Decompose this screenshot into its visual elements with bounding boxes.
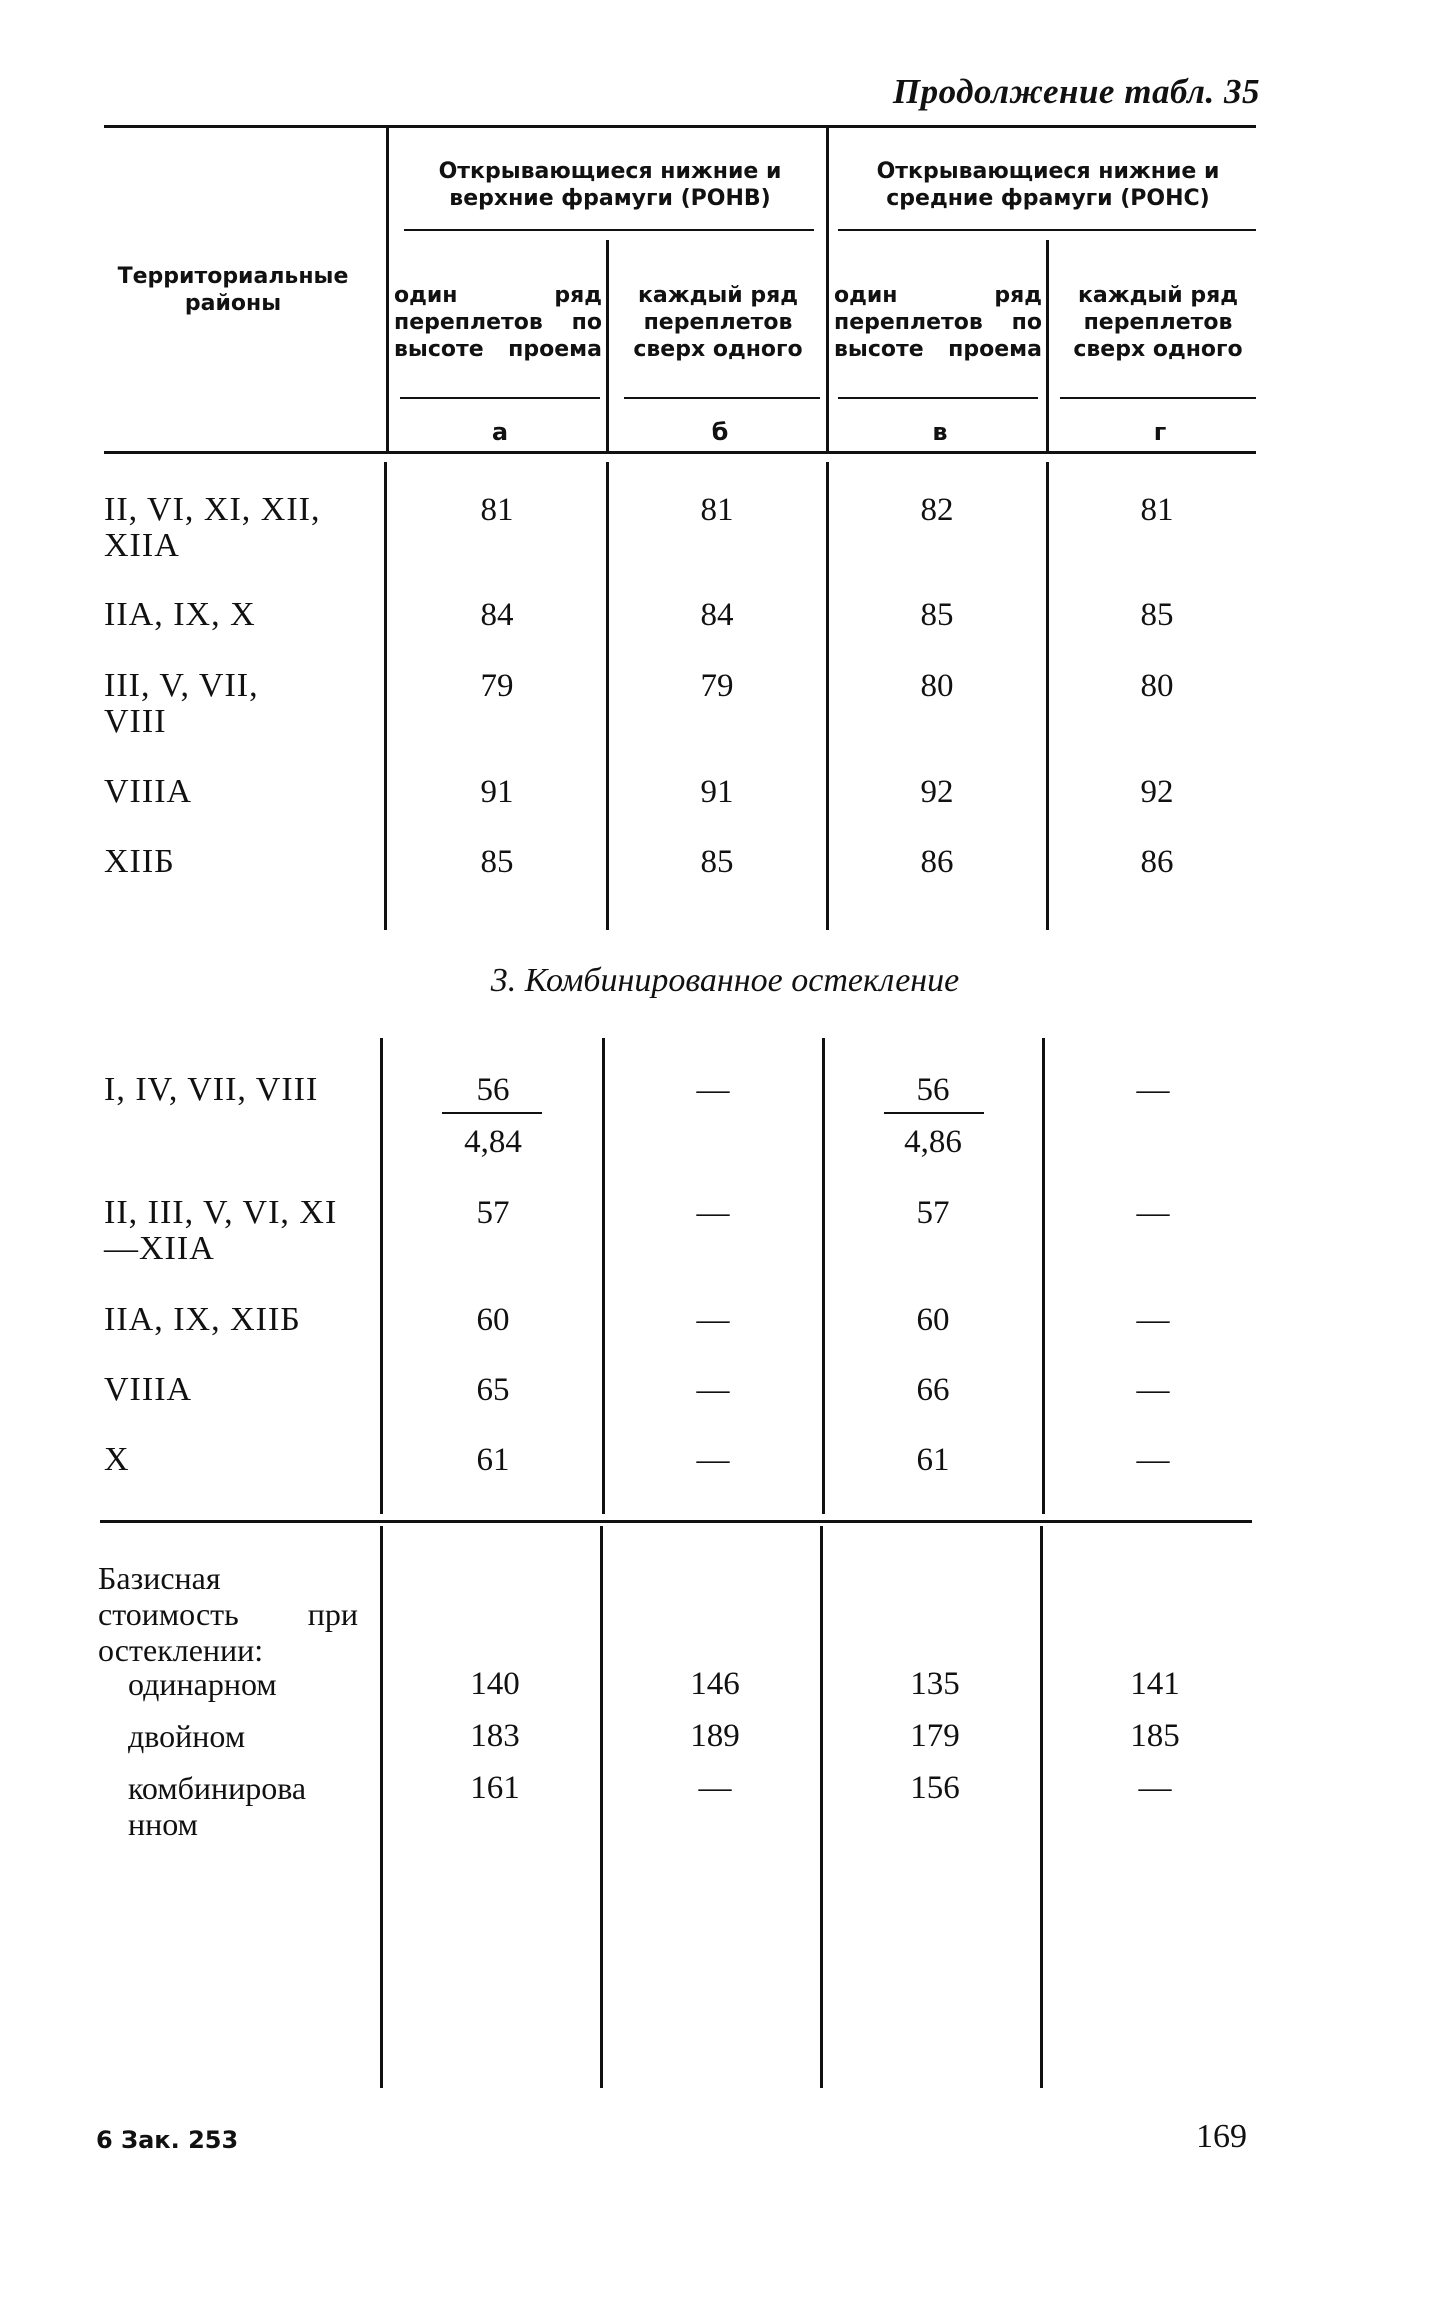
s1-row-4-b: 91 <box>700 774 734 810</box>
s1-row-3-b: 79 <box>700 668 734 704</box>
col-letter-b: б <box>711 418 729 446</box>
base-cost-label: Базисная стоимость при остеклении: <box>98 1560 358 1668</box>
base-row-1-label: одинарном <box>128 1666 277 1702</box>
s1-row-4-d: 92 <box>1140 774 1174 810</box>
s2-row-2-d: — <box>1136 1195 1170 1231</box>
s1-vline-4 <box>1046 462 1049 930</box>
s2-row-5-d: — <box>1136 1442 1170 1478</box>
header-group-ronv: Открывающиеся нижние и верхние фрамуги (РОНВ) <box>438 159 782 211</box>
s1-row-5-region: XIIБ <box>104 843 175 880</box>
s2-vline-3 <box>822 1038 825 1514</box>
group-rons-rule <box>838 229 1256 231</box>
s1-vline-1 <box>384 462 387 930</box>
s1-row-1-b: 81 <box>700 492 734 528</box>
header-sub-c: один ряд переплетов по высоте проема <box>834 283 1042 362</box>
s2-row-1-c-denominator: 4,86 <box>904 1124 962 1160</box>
s1-row-3-c: 80 <box>920 668 954 704</box>
footer-order-number: 6 Зак. 253 <box>96 2126 239 2154</box>
header-group-rons: Открывающиеся нижние и средние фрамуги (РОНС) <box>876 159 1220 211</box>
section-title: 3. Комбинированное остекление <box>490 962 960 999</box>
s1-row-1-d: 81 <box>1140 492 1174 528</box>
header-sub-d: каждый ряд переплетов сверх одного <box>1073 283 1243 362</box>
col-letter-c: в <box>932 418 948 446</box>
header-sub-b: каждый ряд переплетов сверх одного <box>633 283 803 362</box>
sub-rule-a <box>400 397 600 399</box>
s1-row-2-region: IIА, IX, X <box>104 596 256 633</box>
base-row-2-d: 185 <box>1130 1718 1180 1754</box>
s1-row-5-b: 85 <box>700 844 734 880</box>
s2-vline-1 <box>380 1038 383 1514</box>
s1-vline-3 <box>826 462 829 930</box>
base-row-1-c: 135 <box>910 1666 960 1702</box>
sub-rule-d <box>1060 397 1256 399</box>
s3-vline-4 <box>1040 1526 1043 2088</box>
s2-row-1-c-fraction-line <box>884 1112 984 1114</box>
s2-vline-4 <box>1042 1038 1045 1514</box>
s2-row-2-c: 57 <box>916 1195 950 1231</box>
page-number: 169 <box>1196 2118 1247 2155</box>
s2-row-3-b: — <box>696 1302 730 1338</box>
s1-row-2-b: 84 <box>700 597 734 633</box>
s2-row-3-c: 60 <box>916 1302 950 1338</box>
s1-row-3-d: 80 <box>1140 668 1174 704</box>
header-vline-1 <box>386 128 389 451</box>
s1-row-2-a: 84 <box>480 597 514 633</box>
s2-row-4-c: 66 <box>916 1372 950 1408</box>
header-region: Территориальные районы <box>117 264 349 316</box>
header-vline-3 <box>826 128 829 451</box>
base-row-3-c: 156 <box>910 1770 960 1806</box>
s1-row-2-c: 85 <box>920 597 954 633</box>
s1-row-4-c: 92 <box>920 774 954 810</box>
s2-row-3-a: 60 <box>476 1302 510 1338</box>
s2-row-1-b: — <box>696 1072 730 1108</box>
base-row-3-d: — <box>1138 1770 1172 1806</box>
s1-row-5-a: 85 <box>480 844 514 880</box>
s2-row-4-d: — <box>1136 1372 1170 1408</box>
s2-row-1-a-denominator: 4,84 <box>464 1124 522 1160</box>
s2-row-5-c: 61 <box>916 1442 950 1478</box>
base-row-1-b: 146 <box>690 1666 740 1702</box>
s2-row-3-d: — <box>1136 1302 1170 1338</box>
s2-row-1-d: — <box>1136 1072 1170 1108</box>
s1-row-1-c: 82 <box>920 492 954 528</box>
s1-row-4-region: VIIIА <box>104 773 193 810</box>
base-cost-top-rule <box>100 1520 1252 1523</box>
s2-row-1-c: 56 <box>916 1072 950 1108</box>
group-ronv-rule <box>404 229 814 231</box>
base-row-2-b: 189 <box>690 1718 740 1754</box>
s1-row-3-a: 79 <box>480 668 514 704</box>
sub-rule-c <box>838 397 1038 399</box>
table-top-rule <box>104 125 1256 128</box>
s3-vline-1 <box>380 1526 383 2088</box>
s1-row-1-a: 81 <box>480 492 514 528</box>
continuation-title: Продолжение табл. 35 <box>892 72 1260 111</box>
sub-rule-b <box>624 397 820 399</box>
s1-vline-2 <box>606 462 609 930</box>
base-row-3-b: — <box>698 1770 732 1806</box>
header-bottom-rule <box>104 451 1256 454</box>
base-row-2-a: 183 <box>470 1718 520 1754</box>
base-row-1-d: 141 <box>1130 1666 1180 1702</box>
s2-vline-2 <box>602 1038 605 1514</box>
s2-row-5-a: 61 <box>476 1442 510 1478</box>
header-vline-2 <box>606 240 609 451</box>
s1-row-5-c: 86 <box>920 844 954 880</box>
s1-row-2-d: 85 <box>1140 597 1174 633</box>
s2-row-2-a: 57 <box>476 1195 510 1231</box>
s2-row-1-a: 56 <box>476 1072 510 1108</box>
col-letter-a: а <box>491 418 509 446</box>
s1-row-1-region: II, VI, XI, XII, XIIА <box>104 491 321 564</box>
base-row-2-label: двойном <box>128 1718 246 1754</box>
base-row-2-c: 179 <box>910 1718 960 1754</box>
s1-row-4-a: 91 <box>480 774 514 810</box>
s2-row-5-region: X <box>104 1441 130 1478</box>
col-letter-d: г <box>1153 418 1167 446</box>
s3-vline-3 <box>820 1526 823 2088</box>
header-vline-4 <box>1046 240 1049 451</box>
s2-row-1-a-fraction-line <box>442 1112 542 1114</box>
base-row-3-a: 161 <box>470 1770 520 1806</box>
s1-row-3-region: III, V, VII, VIII <box>104 667 259 740</box>
base-row-1-a: 140 <box>470 1666 520 1702</box>
header-sub-a: один ряд переплетов по высоте проема <box>394 283 602 362</box>
base-row-3-label: комбинированном <box>128 1770 307 1842</box>
s2-row-4-region: VIIIА <box>104 1371 193 1408</box>
s2-row-1-region: I, IV, VII, VIII <box>104 1071 319 1108</box>
s2-row-3-region: IIА, IX, XIIБ <box>104 1301 301 1338</box>
s2-row-2-b: — <box>696 1195 730 1231</box>
s2-row-2-region: II, III, V, VI, XI—XIIА <box>104 1194 338 1267</box>
s2-row-5-b: — <box>696 1442 730 1478</box>
s3-vline-2 <box>600 1526 603 2088</box>
s1-row-5-d: 86 <box>1140 844 1174 880</box>
s2-row-4-a: 65 <box>476 1372 510 1408</box>
s2-row-4-b: — <box>696 1372 730 1408</box>
